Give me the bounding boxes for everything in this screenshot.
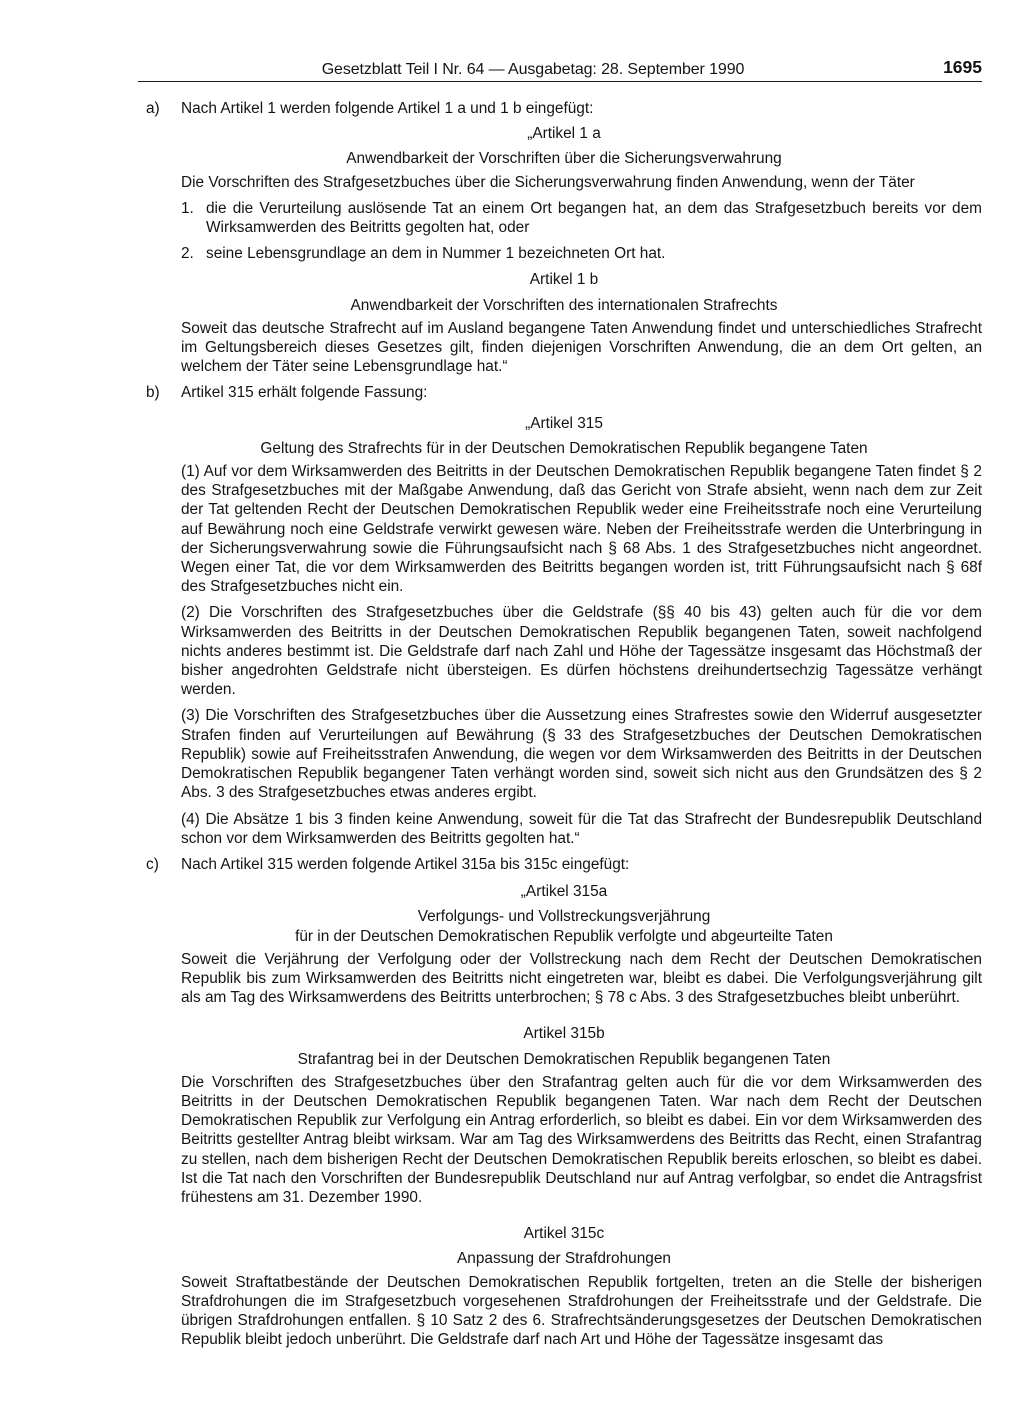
section-c-label: c) [146, 855, 159, 873]
article-315b-heading: Artikel 315b [523, 1025, 605, 1043]
article-315-paragraph-2: (2) Die Vorschriften des Strafgesetzbuches über die Geldstrafe (§§ 40 bis 43) gelten auch für die vor dem Wirksamwerden des Beitritts in der Deutschen Demokratischen Republik begangenen Taten, soweit nachfolgend nichts anderes bestimmt ist. Die Geldstrafe darf nach Zahl und Höhe der Tagessätze insgesamt das Höchstmaß der bisher angedrohten Geldstrafe nicht übersteigen. Es dürfen höchstens dreihundertsechzig Tagessätze verhängt werden. [181, 604, 982, 699]
section-b-intro-text: Artikel 315 erhält folgende Fassung: [181, 384, 428, 402]
article-1b-heading: Artikel 1 b [529, 271, 599, 289]
article-315-paragraph-4: (4) Die Absätze 1 bis 3 finden keine Anwendung, soweit für die Tat das Strafrecht der Bundesrepublik Deutschland schon vor dem Wirksamwerden des Beitritts gegolten hat.“ [181, 810, 982, 847]
article-1a-item-1-number: 1. [181, 199, 194, 217]
article-315a-text: Soweit die Verjährung der Verfolgung oder der Vollstreckung nach dem Recht der Deutschen Demokratischen Republik bis zum Wirksamwerden des Beitritts nicht eingetreten war, bleibt es dabei. Die Verfolgungsverjährung gilt als am Tag des Wirksamwerdens des Beitritts unterbrochen; § 78 c Abs. 3 des Strafgesetzbuches bleibt unberührt. [181, 950, 982, 1007]
article-315a-heading: „Artikel 315a [520, 883, 608, 901]
article-315-heading: „Artikel 315 [525, 414, 603, 432]
section-b-intro [146, 383, 982, 402]
article-1a-item-1-text: die die Verurteilung auslösende Tat an einem Ort begangen hat, an dem das Strafgesetzbuch bereits vor dem Wirksamwerden des Beitritts gegolten hat, oder [206, 199, 982, 237]
section-a-intro-text: Nach Artikel 1 werden folgende Artikel 1 a und 1 b eingefügt: [181, 100, 594, 117]
article-1a-text: Die Vorschriften des Strafgesetzbuches über die Sicherungsverwahrung finden Anwendung, wenn der Täter [181, 173, 915, 191]
article-1b-text: Soweit das deutsche Strafrecht auf im Ausland begangene Taten Anwendung findet und unterschiedliches Strafrecht im Geltungsbereich dieses Gesetzes gilt, finden diejenigen Vorschriften Anwendung, die an dem Ort gelten, an welchem der Täter seine Lebensgrundlage hat.“ [181, 319, 982, 376]
article-315-title: Geltung des Strafrechts für in der Deutschen Demokratischen Republik begangene Taten [260, 439, 868, 457]
article-315c-heading-block [146, 1224, 982, 1268]
header-rule [138, 81, 982, 82]
article-1a-heading: „Artikel 1 a [527, 125, 601, 143]
article-315-heading-block [146, 414, 982, 458]
article-315b-heading-block [146, 1024, 982, 1068]
section-b-label: b) [146, 384, 160, 402]
article-1a-item-2 [181, 244, 982, 263]
article-1a-item-2-text: seine Lebensgrundlage an dem in Nummer 1 bezeichneten Ort hat. [206, 245, 666, 263]
page-header [138, 57, 982, 82]
article-315a-title-line-2: für in der Deutschen Demokratischen Republik verfolgte und abgeurteilte Taten [295, 927, 833, 945]
article-1a-heading-block [146, 124, 982, 168]
article-1b-heading-block [146, 270, 982, 314]
article-315c-text: Soweit Straftatbestände der Deutschen Demokratischen Republik fortgelten, treten an die Stelle der bisherigen Strafdrohungen die im Strafgesetzbuch vorgesehenen Strafdrohungen der Freiheitsstrafe und der Geldstrafe. Die übrigen Strafdrohungen entfallen. § 10 Satz 2 des 6. Strafrechtsänderungsgesetzes der Deutschen Demokratischen Republik bleibt jedoch unberührt. Die Geldstrafe darf nach Art und Höhe der Tagessätze insgesamt das [181, 1273, 982, 1349]
article-315-paragraph-1: (1) Auf vor dem Wirksamwerden des Beitritts in der Deutschen Demokratischen Republik begangene Taten findet § 2 des Strafgesetzbuches mit der Maßgabe Anwendung, daß das Gericht von Strafe absieht, wenn nach dem zur Zeit der Tat geltenden Recht der Deutschen Demokratischen Republik weder eine Freiheitsstrafe noch eine Verurteilung auf Bewährung noch eine Geldstrafe verwirkt gewesen wäre. Neben der Freiheitsstrafe werden die Unterbringung in der Sicherungsverwahrung sowie die Führungsaufsicht nach § 68 Abs. 1 des Strafgesetzbuches nicht angeordnet. Wegen einer Tat, die vor dem Wirksamwerden des Beitritts begangen worden ist, tritt Führungsaufsicht nach § 68f des Strafgesetzbuches nicht ein. [181, 463, 982, 596]
article-315a-heading-block [146, 882, 982, 946]
article-1a-item-1 [181, 199, 982, 237]
article-315a-title-line-1: Verfolgungs- und Vollstreckungsverjährung [417, 908, 711, 926]
article-315c-title: Anpassung der Strafdrohungen [457, 1250, 671, 1268]
article-1a-item-2-number: 2. [181, 245, 194, 263]
document-body [146, 99, 982, 1356]
gazette-title: Gesetzblatt Teil I Nr. 64 — Ausgabetag: 28. September 1990 [321, 61, 745, 78]
article-315b-text: Die Vorschriften des Strafgesetzbuches über den Strafantrag gelten auch für die vor dem Wirksamwerden des Beitritts in der Deutschen Demokratischen Republik begangenen Taten. War nach dem Recht der Deutschen Demokratischen Republik zur Verfolgung ein Antrag erforderlich, so bleibt es dabei. Ein vor dem Wirksamwerden des Beitritts gestellter Antrag bleibt wirksam. War am Tag des Wirksamwerdens des Beitritts das Recht, einen Strafantrag zu stellen, nach dem bisherigen Recht der Deutschen Demokratischen Republik bereits erloschen, so bleibt es dabei. Ist die Tat nach den Vorschriften der Bundesrepublik Deutschland nur auf Antrag verfolgbar, so endet die Antragsfrist frühestens am 31. Dezember 1990. [181, 1073, 982, 1206]
section-a-label: a) [146, 100, 160, 117]
article-1b-title: Anwendbarkeit der Vorschriften des internationalen Strafrechts [350, 296, 778, 314]
article-1a-title: Anwendbarkeit der Vorschriften über die Sicherungsverwahrung [346, 150, 782, 168]
page-number: 1695 [943, 57, 982, 77]
section-c-intro-text: Nach Artikel 315 werden folgende Artikel 315a bis 315c eingefügt: [181, 855, 630, 873]
article-315b-title: Strafantrag bei in der Deutschen Demokratischen Republik begangenen Taten [297, 1050, 831, 1068]
article-315c-heading: Artikel 315c [523, 1225, 605, 1243]
article-315-paragraph-3: (3) Die Vorschriften des Strafgesetzbuches über die Aussetzung eines Strafrestes sowie den Widerruf ausgesetzter Strafen finden auf Verurteilungen auf Bewährung (§ 33 des Strafgesetzbuches der Deutschen Demokratischen Republik) sowie auf Freiheitsstrafen Anwendung, die wegen vor dem Wirksamwerden des Beitritts in der Deutschen Demokratischen Republik begangener Taten verhängt worden sind, soweit sich nicht aus den Grundsätzen des § 2 Abs. 3 des Strafgesetzbuches etwas anderes ergibt. [181, 707, 982, 802]
section-a-intro [146, 99, 982, 118]
section-c-intro [146, 855, 982, 874]
